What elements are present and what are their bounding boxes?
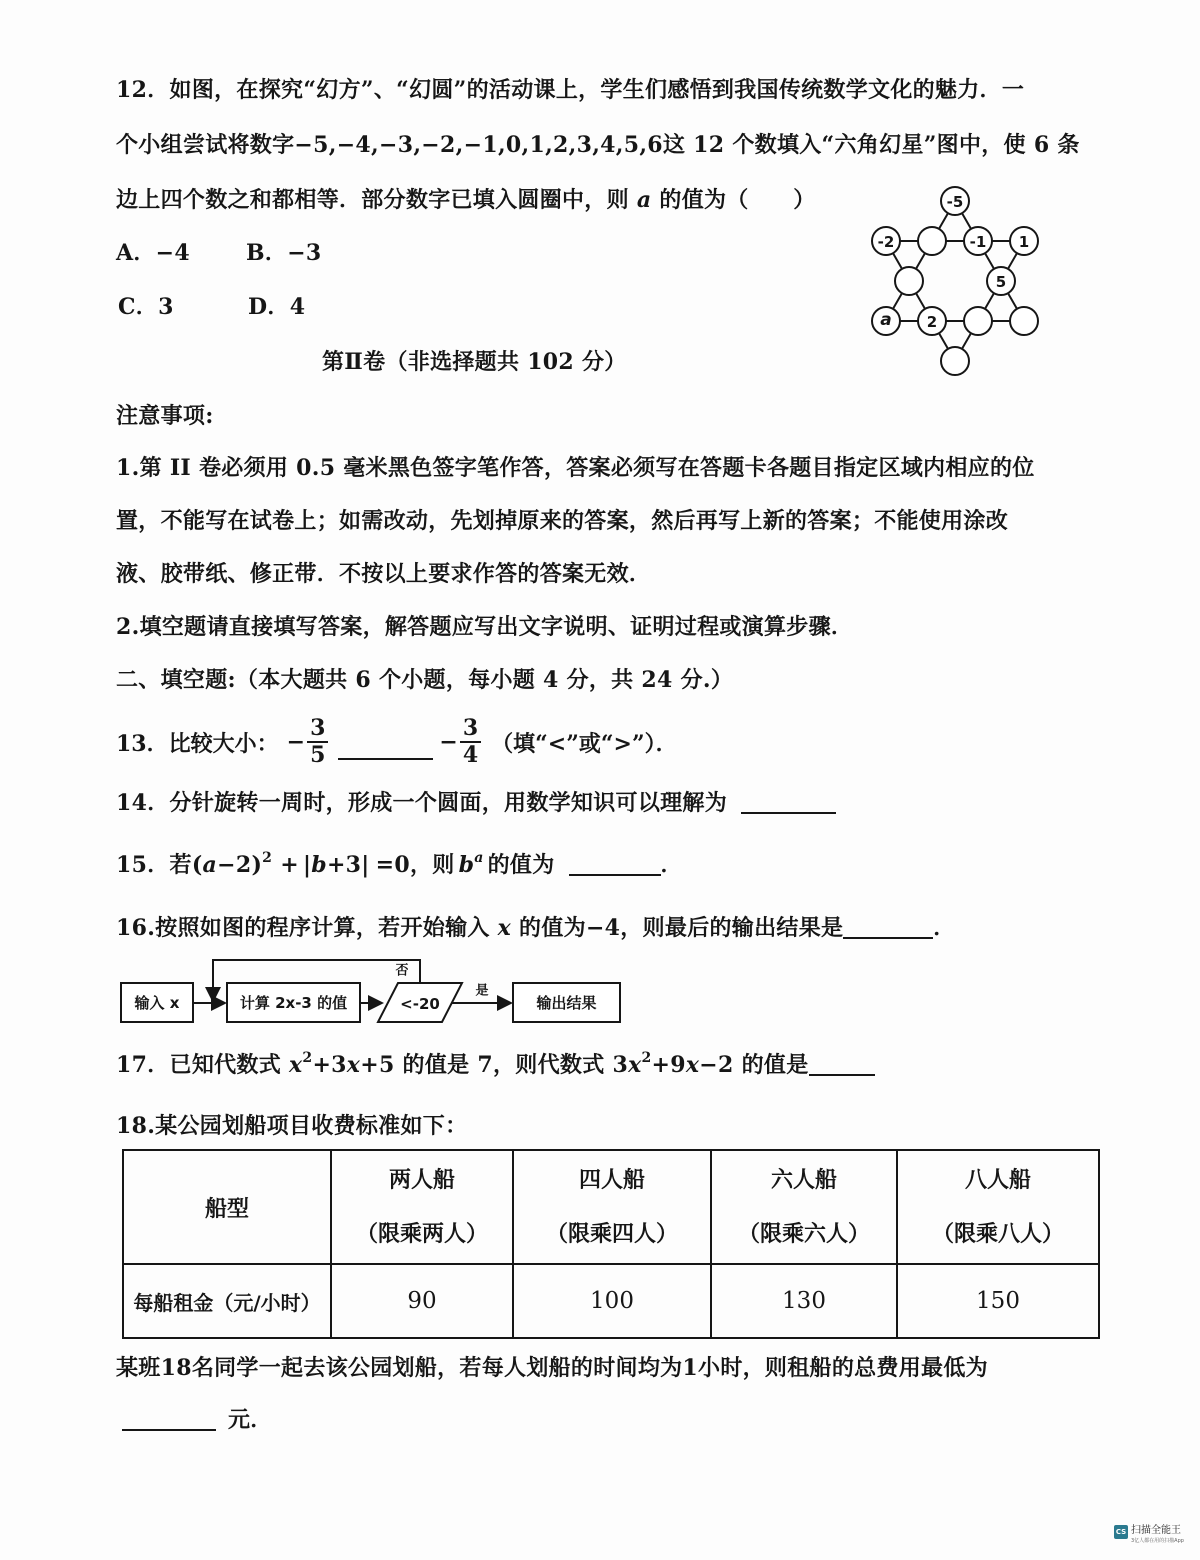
q12-line-1: 12．如图，在探究“幻方”、“幻圆”的活动课上，学生们感悟到我国传统数学文化的魅力．一 [116,77,1025,103]
hexagram-label-upper-right: 1 [1018,233,1030,251]
q13-right-numerator: 3 [462,715,479,741]
q17-e2-exponent: 2 [641,1050,652,1066]
q16-var-x: x [497,915,512,941]
option-b-value: −3 [287,240,322,266]
hexagram-triangle-down [886,241,1024,361]
q15-plus: + [280,852,299,878]
flow-no-label: 否 [395,963,409,979]
q15-equals: =0，则 [375,852,455,878]
q17-e1-var-x: x [288,1052,303,1078]
q18-unit: 元． [228,1407,273,1433]
q15-abs-rest: +3 [326,852,362,878]
q13-right-fraction [460,716,481,768]
q18-answer-blank [122,1407,216,1431]
notes-heading: 注意事项: [116,403,214,429]
q15-exponent-a: a [474,850,484,866]
q16-end: ． [933,915,956,941]
header-four-person-boat [513,1150,711,1264]
note1-line-1: 1.第 II 卷必须用 0.5 毫米黑色签字笔作答，答案必须写在答题卡各题目指定区域内相应的位 [116,455,1035,481]
rent-six-person: 130 [711,1264,897,1338]
q17 [116,1050,875,1080]
q12-line-3-text: 边上四个数之和都相等．部分数字已填入圆圈中，则 [116,187,629,213]
hexagram-node-upper-right [1010,227,1038,255]
q12-line-3 [116,185,816,215]
q15-prefix: 15．若 [116,852,192,878]
q15-suffix: 的值为 [487,852,555,878]
hexagram-label-inner-lower-left: 2 [926,313,938,331]
header-two-person-boat [331,1150,513,1264]
q12-variable-a: a [636,187,652,213]
q13-left-numerator: 3 [310,715,326,741]
header-boat-type: 船型 [123,1150,331,1264]
camscanner-logo-icon: CS [1114,1525,1128,1539]
hexagram-label-upper-left: -2 [877,233,895,251]
hexagram-label-inner-right: 5 [995,273,1007,291]
q15-end: ． [660,852,683,878]
q13-left-denominator: 5 [310,742,326,768]
q13-left-fraction [307,716,328,768]
q16-answer-blank [843,915,933,939]
hexagram-node-inner-right [987,267,1015,295]
option-a-label: A． [116,240,156,266]
header-four-person-limit: （限乘四人） [545,1221,678,1247]
q15-answer-blank [569,852,661,876]
q15-var-a: a [202,852,218,878]
program-flowchart [110,945,640,1035]
option-c-label: C． [118,294,159,320]
q18-heading: 18.某公园划船项目收费标准如下： [116,1113,468,1139]
note2: 2.填空题请直接填写答案，解答题应写出文字说明、证明过程或演算步骤． [116,614,854,640]
q17-prefix: 17．已知代数式 [116,1052,289,1078]
option-c-value: 3 [158,294,174,320]
option-d-value: 4 [289,294,306,320]
hexagram-node-bottom [941,347,969,375]
q17-e1-var-x2: x [346,1052,361,1078]
hexagram-node-inner-lower-right [964,307,992,335]
q17-suffix: 的值是 [733,1052,809,1078]
table-row [123,1264,1099,1338]
q15-abs-close: | [361,852,370,878]
q17-e1-end: +5 [360,1052,395,1078]
boat-fee-table [122,1149,1100,1339]
header-four-person-name: 四人船 [578,1167,645,1193]
q18-followup: 某班18名同学一起去该公园划船，若每人划船的时间均为1小时，则租船的总费用最低为 [116,1355,988,1381]
flow-condition-label: <-20 [400,995,440,1013]
q15-term1-exponent: 2 [262,850,273,866]
q12-line-3-end: 的值为（ ） [659,187,816,213]
hexagram-node-inner-upper-left [918,227,946,255]
q17-answer-blank [809,1052,875,1076]
hexagram-node-inner-left [895,267,923,295]
option-b [246,238,322,268]
q13-right-denominator: 4 [462,742,479,768]
hexagram-node-lower-right [1010,307,1038,335]
header-six-person-name: 六人船 [770,1167,837,1193]
header-six-person-boat [711,1150,897,1264]
q15-term1-rest: −2) [217,852,263,878]
flow-compute-label: 计算 2x-3 的值 [239,994,348,1012]
q14-text: 14．分针旋转一周时，形成一个圆面，用数学知识可以理解为 [116,790,728,816]
q17-e2-mid: +9 [651,1052,686,1078]
header-two-person-limit: （限乘两人） [355,1221,488,1247]
q17-middle: 的值是 7，则代数式 [394,1052,613,1078]
q13 [116,712,678,772]
flow-input-label: 输入 x [134,994,180,1012]
row-label-rent: 每船租金（元/小时） [123,1264,331,1338]
scanner-watermark [1114,1524,1196,1548]
header-eight-person-limit: （限乘八人） [931,1221,1064,1247]
q17-e2-var-x: x [628,1052,642,1078]
q17-e1-mid: +3 [312,1052,347,1078]
rent-four-person: 100 [513,1264,711,1338]
option-b-label: B． [246,240,288,266]
watermark-tagline: 3亿人都在用的扫描App [1131,1538,1184,1544]
q16-prefix: 16.按照如图的程序计算，若开始输入 [116,915,490,941]
header-two-person-name: 两人船 [388,1167,455,1193]
hexagram-label-top: -5 [946,193,964,211]
q13-answer-blank [338,738,433,760]
hexagram-node-lower-left [872,307,900,335]
hexagram-node-top [941,187,969,215]
q17-e2-coef: 3 [612,1052,629,1078]
option-d-label: D． [248,294,290,320]
q16 [116,913,956,943]
q15-base-b: b [458,852,475,878]
q14-answer-blank [741,790,836,814]
hexagram-label-inner-upper-right: -1 [969,233,987,251]
q16-middle: 的值为−4，则最后的输出结果是 [519,915,844,941]
q15-var-b: b [311,852,327,878]
rent-eight-person: 150 [897,1264,1099,1338]
option-c [118,292,174,322]
q14 [116,788,836,818]
table-header-row [123,1150,1099,1264]
option-d [248,292,305,322]
q12-line-2: 个小组尝试将数字−5,−4,−3,−2,−1,0,1,2,3,4,5,6这 12 个数填入“六角幻星”图中，使 6 条 [116,132,1080,158]
header-six-person-limit: （限乘六人） [737,1221,870,1247]
q18-answer-line [122,1405,273,1435]
hexagram-label-lower-left: a [880,310,892,330]
q13-left-sign: − [286,729,306,755]
q15-abs-open: | [302,852,312,878]
hexagram-node-inner-lower-left [918,307,946,335]
note1-line-3: 液、胶带纸、修正带．不按以上要求作答的答案无效． [116,561,652,587]
q17-e2-end: −2 [699,1052,734,1078]
watermark-brand: 扫描全能王 [1131,1525,1181,1536]
hexagram-node-upper-left [872,227,900,255]
q17-e2-var-x2: x [685,1052,700,1078]
q17-e1-exponent: 2 [302,1050,313,1066]
flow-yes-label: 是 [475,983,489,999]
hexagram-node-inner-upper-right [964,227,992,255]
q13-right-sign: − [439,729,458,755]
option-a-value: −4 [155,240,191,266]
q13-prefix: 13．比较大小： [116,730,279,757]
option-a [116,238,190,268]
q15-paren-open: ( [191,852,203,878]
flow-output-label: 输出结果 [536,994,597,1012]
section-heading-fill-in: 二、填空题:（本大题共 6 个小题，每小题 4 分，共 24 分.） [116,667,734,693]
note1-line-2: 置，不能写在试卷上；如需改动，先划掉原来的答案，然后再写上新的答案；不能使用涂改 [116,508,1009,534]
q13-suffix: （填“<”或“>”）． [491,730,678,757]
rent-two-person: 90 [331,1264,513,1338]
header-eight-person-name: 八人船 [964,1167,1031,1193]
q15 [116,850,683,880]
part2-title: 第Ⅱ卷（非选择题共 102 分） [322,349,627,375]
hexagram-triangle-up [886,201,1024,321]
header-eight-person-boat [897,1150,1099,1264]
hexagram-figure [855,180,1055,380]
